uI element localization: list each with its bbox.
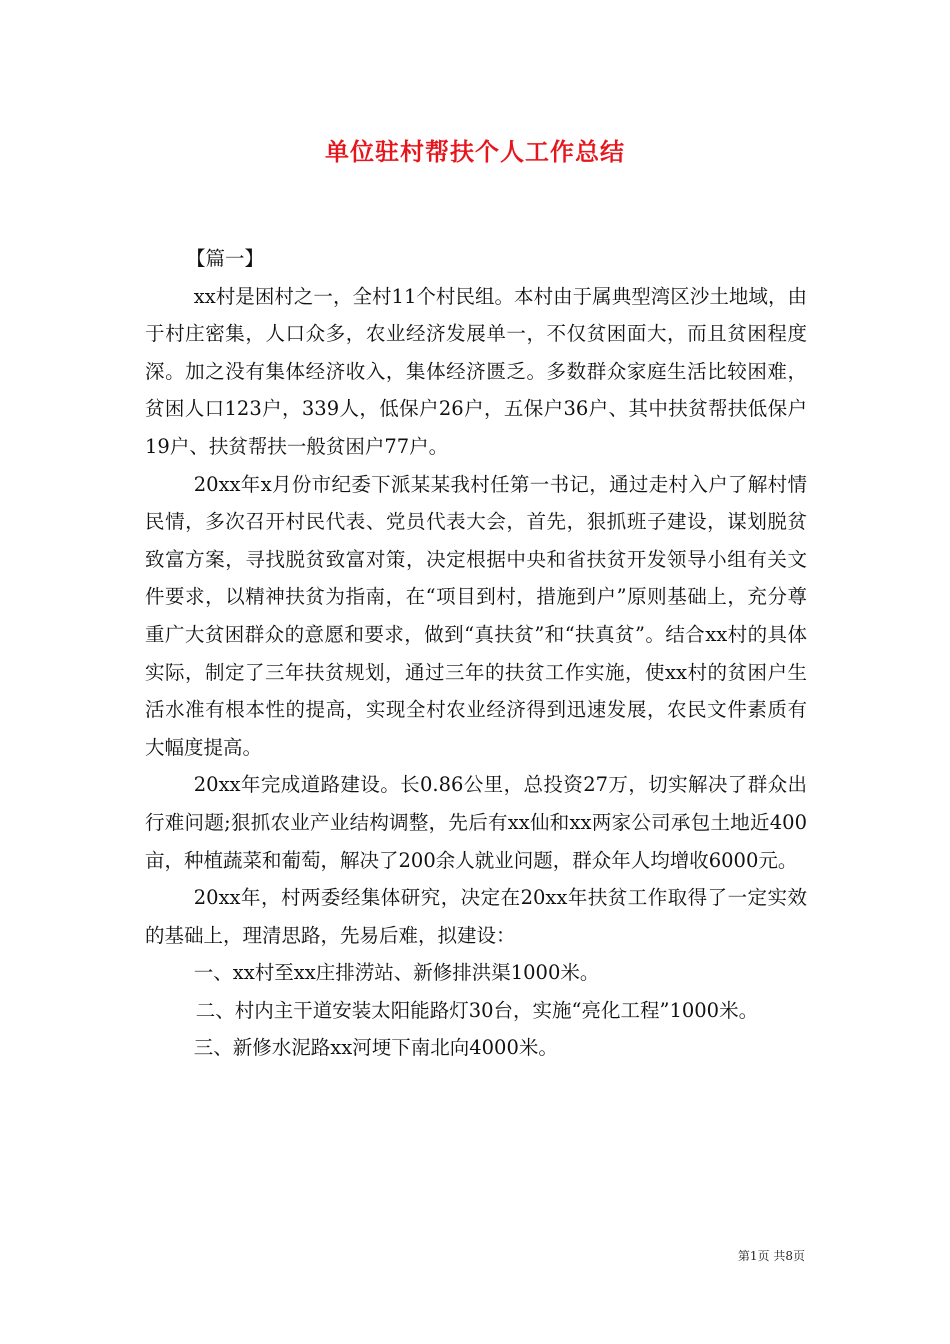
- document-title: 单位驻村帮扶个人工作总结: [325, 137, 625, 166]
- section-heading: 【篇一】: [185, 247, 264, 270]
- paragraph-first-secretary: 20xx年x月份市纪委下派某某我村任第一书记，通过走村入户了解村情民情，多次召开村民代表、党员代表大会，首先，狠抓班子建设，谋划脱贫致富方案，寻找脱贫致富对策，决定根据中央和省扶贫开发领导小组有关文件要求，以精神扶贫为指南，在“项目到村，措施到户”原则基础上，充分尊重广大贫困群众的意愿和要求，做到“真扶贫”和“扶真贫”。结合xx村的具体实际，制定了三年扶贫规划，通过三年的扶贫工作实施，使xx村的贫困户生活水准有根本性的提高，实现全村农业经济得到迅速发展，农民文件素质有大幅度提高。: [145, 472, 807, 759]
- page-indicator: 第1页 共8页: [737, 1249, 805, 1263]
- document-body: [145, 240, 807, 1067]
- paragraph-village-overview: xx村是困村之一，全村11个村民组。本村由于属典型湾区沙土地域，由于村庄密集，人口众多，农业经济发展单一，不仅贫困面大，而且贫困程度深。加之没有集体经济收入，集体经济匮乏。多数群众家庭生活比较困难，贫困人口123户，339人，低保户26户，五保户36户、其中扶贫帮扶低保户19户、扶贫帮扶一般贫困户77户。: [145, 284, 807, 458]
- list-item-cement-road: 三、新修水泥路xx河埂下南北向4000米。: [193, 1036, 558, 1060]
- paragraph-road-construction: 20xx年完成道路建设。长0.86公里，总投资27万，切实解决了群众出行难问题;狠抓农业产业结构调整，先后有xx仙和xx两家公司承包土地近400亩，种植蔬菜和葡萄，解决了200余人就业问题，群众年人均增收6000元。: [145, 773, 807, 872]
- list-item-street-lights: 二、村内主干道安装太阳能路灯30台，实施“亮化工程”1000米。: [195, 998, 759, 1022]
- paragraph-construction-plan: 20xx年，村两委经集体研究，决定在20xx年扶贫工作取得了一定实效的基础上，理清思路，先易后难，拟建设：: [145, 886, 807, 947]
- list-item-drainage: 一、xx村至xx庄排涝站、新修排洪渠1000米。: [193, 961, 600, 985]
